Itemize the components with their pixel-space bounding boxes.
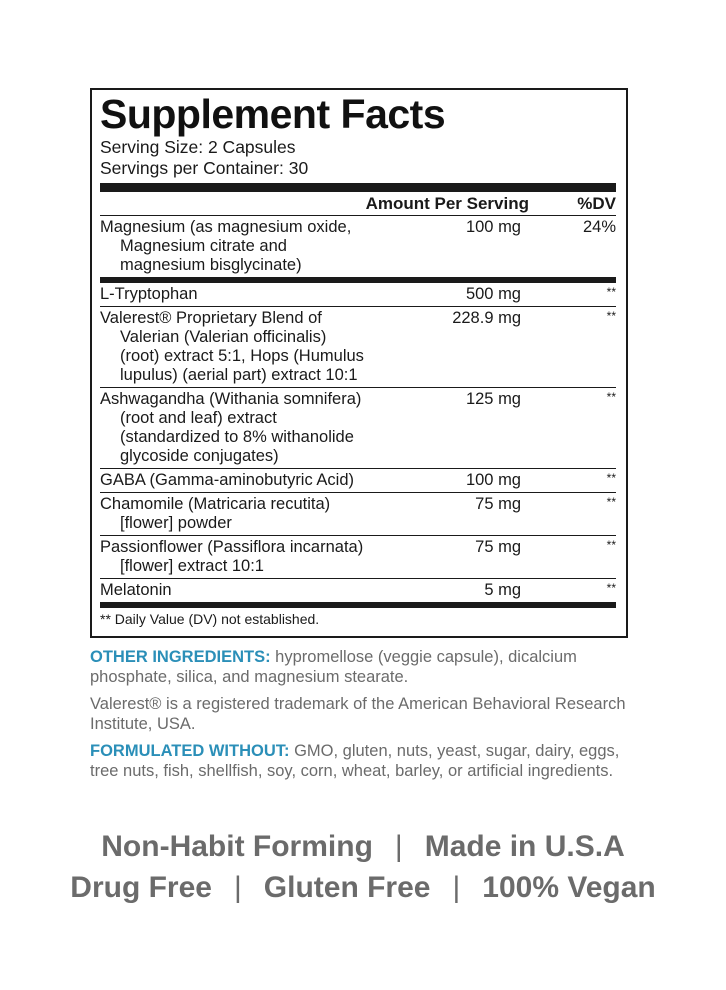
ingredient-row xyxy=(100,469,616,492)
footnote: ** Daily Value (DV) not established. xyxy=(100,611,320,627)
ingredient-name xyxy=(100,390,419,466)
badge-non-habit-forming: Non-Habit Forming xyxy=(101,830,373,863)
ingredient-name-line: Magnesium (as magnesium oxide, xyxy=(100,218,352,236)
ingredient-name xyxy=(100,285,419,304)
badge-line-1 xyxy=(0,830,726,864)
ingredient-amount: 100 mg xyxy=(465,218,521,236)
ingredient-dv: ** xyxy=(606,309,616,323)
ingredient-name xyxy=(100,309,419,385)
badge-line-2 xyxy=(0,871,726,905)
badge-drug-free: Drug Free xyxy=(70,871,212,904)
ingredient-name-line: Ashwagandha (Withania somnifera) xyxy=(100,390,362,408)
ingredient-row xyxy=(100,216,616,277)
badge-made-in-usa: Made in U.S.A xyxy=(424,830,625,863)
badge-separator: | xyxy=(394,830,403,863)
ingredient-name xyxy=(100,471,419,490)
header-amount: Amount Per Serving xyxy=(365,193,529,213)
header-dv: %DV xyxy=(577,193,616,213)
ingredient-name xyxy=(100,495,419,533)
ingredient-amount: 228.9 mg xyxy=(452,309,521,327)
ingredient-name-line: Chamomile (Matricaria recutita) xyxy=(100,495,331,513)
ingredient-name xyxy=(100,538,419,576)
ingredient-name xyxy=(100,218,419,275)
ingredient-amount: 500 mg xyxy=(465,285,521,303)
ingredient-name-line: (standardized to 8% withanolide xyxy=(120,428,354,446)
ingredient-name-line: Valerest® Proprietary Blend of xyxy=(100,309,322,327)
ingredient-name-line: Melatonin xyxy=(100,581,172,599)
other-ingredients xyxy=(90,648,630,687)
ingredient-amount: 75 mg xyxy=(475,538,521,556)
ingredient-name-line: (root) extract 5:1, Hops (Humulus xyxy=(120,347,364,365)
ingredient-dv: ** xyxy=(606,390,616,404)
ingredient-amount: 5 mg xyxy=(484,581,521,599)
ingredient-rows xyxy=(100,216,616,608)
ingredient-amount: 125 mg xyxy=(465,390,521,408)
ingredient-name-line: lupulus) (aerial part) extract 10:1 xyxy=(120,366,358,384)
other-ingredients-label: OTHER INGREDIENTS: xyxy=(90,648,271,666)
ingredient-name-line: magnesium bisglycinate) xyxy=(120,256,302,274)
badge-vegan: 100% Vegan xyxy=(482,871,656,904)
badge-gluten-free: Gluten Free xyxy=(263,871,431,904)
formulated-without-label: FORMULATED WITHOUT: xyxy=(90,742,290,760)
badge-separator: | xyxy=(233,871,242,904)
other-ingredients-text: hypromellose (veggie capsule), dicalcium phosphate, silica, and magnesium stearate. xyxy=(90,648,577,686)
supplement-facts-panel xyxy=(90,88,628,638)
ingredient-row xyxy=(100,283,616,306)
formulated-without-text: GMO, gluten, nuts, yeast, sugar, dairy, eggs, tree nuts, fish, shellfish, soy, corn, wheat, barley, or artificial ingredients. xyxy=(90,742,620,780)
ingredient-amount: 75 mg xyxy=(475,495,521,513)
thick-divider xyxy=(100,183,616,192)
ingredient-dv: ** xyxy=(606,581,616,595)
panel-title: Supplement Facts xyxy=(100,91,446,137)
ingredient-dv: ** xyxy=(606,538,616,552)
ingredient-dv: ** xyxy=(606,495,616,509)
ingredient-name-line: L-Tryptophan xyxy=(100,285,198,303)
ingredient-dv: 24% xyxy=(582,218,616,236)
ingredient-name-line: [flower] powder xyxy=(120,514,232,532)
serving-size: Serving Size: 2 Capsules xyxy=(100,137,296,157)
ingredient-name xyxy=(100,581,419,600)
ingredient-name-line: glycoside conjugates) xyxy=(120,447,279,465)
ingredient-notes xyxy=(90,648,630,789)
ingredient-dv: ** xyxy=(606,471,616,485)
ingredient-name-line: Passionflower (Passiflora incarnata) xyxy=(100,538,364,556)
trademark-note: Valerest® is a registered trademark of the American Behavioral Research Institute, USA. xyxy=(90,695,626,733)
ingredient-row xyxy=(100,307,616,387)
ingredient-row xyxy=(100,579,616,602)
ingredient-dv: ** xyxy=(606,285,616,299)
column-header xyxy=(100,192,616,215)
ingredient-row xyxy=(100,536,616,578)
ingredient-name-line: [flower] extract 10:1 xyxy=(120,557,264,575)
ingredient-row xyxy=(100,493,616,535)
formulated-without xyxy=(90,742,630,781)
ingredient-row xyxy=(100,388,616,468)
badge-separator: | xyxy=(452,871,461,904)
ingredient-name-line: GABA (Gamma-aminobutyric Acid) xyxy=(100,471,354,489)
ingredient-name-line: (root and leaf) extract xyxy=(120,409,277,427)
ingredient-amount: 100 mg xyxy=(465,471,521,489)
servings-per-container: Servings per Container: 30 xyxy=(100,158,309,178)
ingredient-name-line: Magnesium citrate and xyxy=(120,237,287,255)
ingredient-name-line: Valerian (Valerian officinalis) xyxy=(120,328,327,346)
